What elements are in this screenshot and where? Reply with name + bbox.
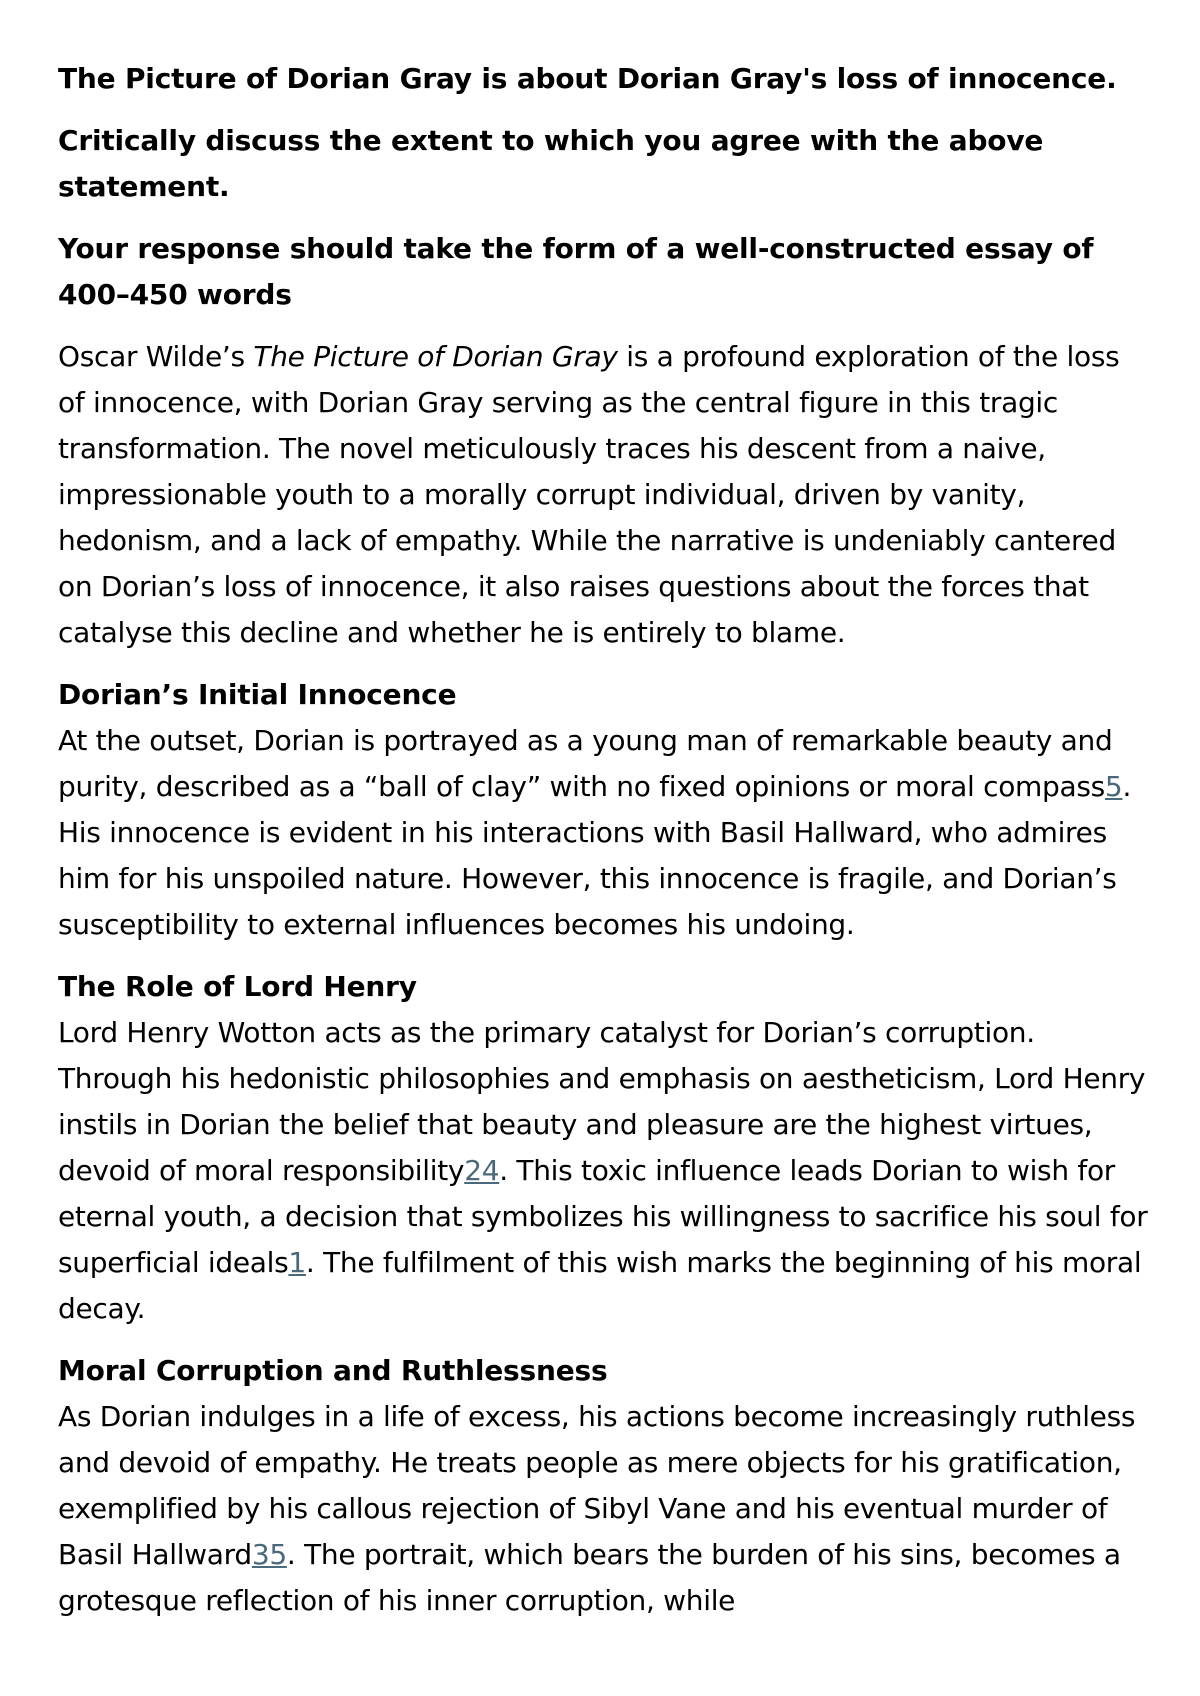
prompt-statement: The Picture of Dorian Gray is about Dorian Gray's loss of innocence.	[58, 62, 1117, 95]
prompt-requirement: Your response should take the form of a well-constructed essay of 400–450 words	[58, 232, 1094, 311]
paragraph-text: . The portrait, which bears the burden of his sins, becomes a grotesque reflection of his inner corruption, while	[58, 1538, 1121, 1617]
intro-paragraph	[58, 334, 1153, 656]
paragraph-text: . His innocence is evident in his interactions with Basil Hallward, who admires him for his unspoiled nature. However, this innocence is fragile, and Dorian’s susceptibility to external influences becomes his undoing.	[58, 770, 1132, 941]
prompt-instruction: Critically discuss the extent to which you agree with the above statement.	[58, 124, 1044, 203]
section-heading: Moral Corruption and Ruthlessness	[58, 1354, 608, 1387]
paragraph-text: As Dorian indulges in a life of excess, his actions become increasingly ruthless and devoid of empathy. He treats people as mere objects for his gratification, exemplified by his callous rejection of Sibyl Vane and his eventual murder of Basil Hallward	[58, 1400, 1136, 1571]
citation-link[interactable]: 24	[464, 1154, 500, 1187]
section-paragraph	[58, 718, 1153, 948]
paragraph-text: At the outset, Dorian is portrayed as a young man of remarkable beauty and purity, described as a “ball of clay” with no fixed opinions or moral compass	[58, 724, 1113, 803]
intro-text-after-title: is a profound exploration of the loss of innocence, with Dorian Gray serving as the central figure in this tragic transformation. The novel meticulously traces his descent from a naive, impressionable youth to a morally corrupt individual, driven by vanity, hedonism, and a lack of empathy. While the narrative is undeniably cantered on Dorian’s loss of innocence, it also raises questions about the forces that catalyse this decline and whether he is entirely to blame.	[58, 340, 1120, 649]
paragraph-text: Lord Henry Wotton acts as the primary catalyst for Dorian’s corruption. Through his hedonistic philosophies and emphasis on aestheticism, Lord Henry instils in Dorian the belief that beauty and pleasure are the highest virtues, devoid of moral responsibility	[58, 1016, 1146, 1187]
section-lord-henry	[58, 964, 1153, 1332]
novel-title: The Picture of Dorian Gray	[253, 340, 618, 373]
section-heading: The Role of Lord Henry	[58, 970, 417, 1003]
intro-text-before-title: Oscar Wilde’s	[58, 340, 254, 373]
citation-link[interactable]: 35	[251, 1538, 287, 1571]
section-initial-innocence	[58, 672, 1153, 948]
document-page	[58, 56, 1153, 1640]
citation-link[interactable]: 5	[1104, 770, 1123, 803]
section-moral-corruption	[58, 1348, 1153, 1624]
section-heading: Dorian’s Initial Innocence	[58, 678, 457, 711]
section-paragraph	[58, 1394, 1153, 1624]
citation-link[interactable]: 1	[288, 1246, 306, 1279]
paragraph-text: . This toxic influence leads Dorian to wish for eternal youth, a decision that symbolizes his willingness to sacrifice his soul for superficial ideals	[58, 1154, 1148, 1279]
paragraph-text: . The fulfilment of this wish marks the beginning of his moral decay.	[58, 1246, 1142, 1325]
section-paragraph	[58, 1010, 1153, 1332]
